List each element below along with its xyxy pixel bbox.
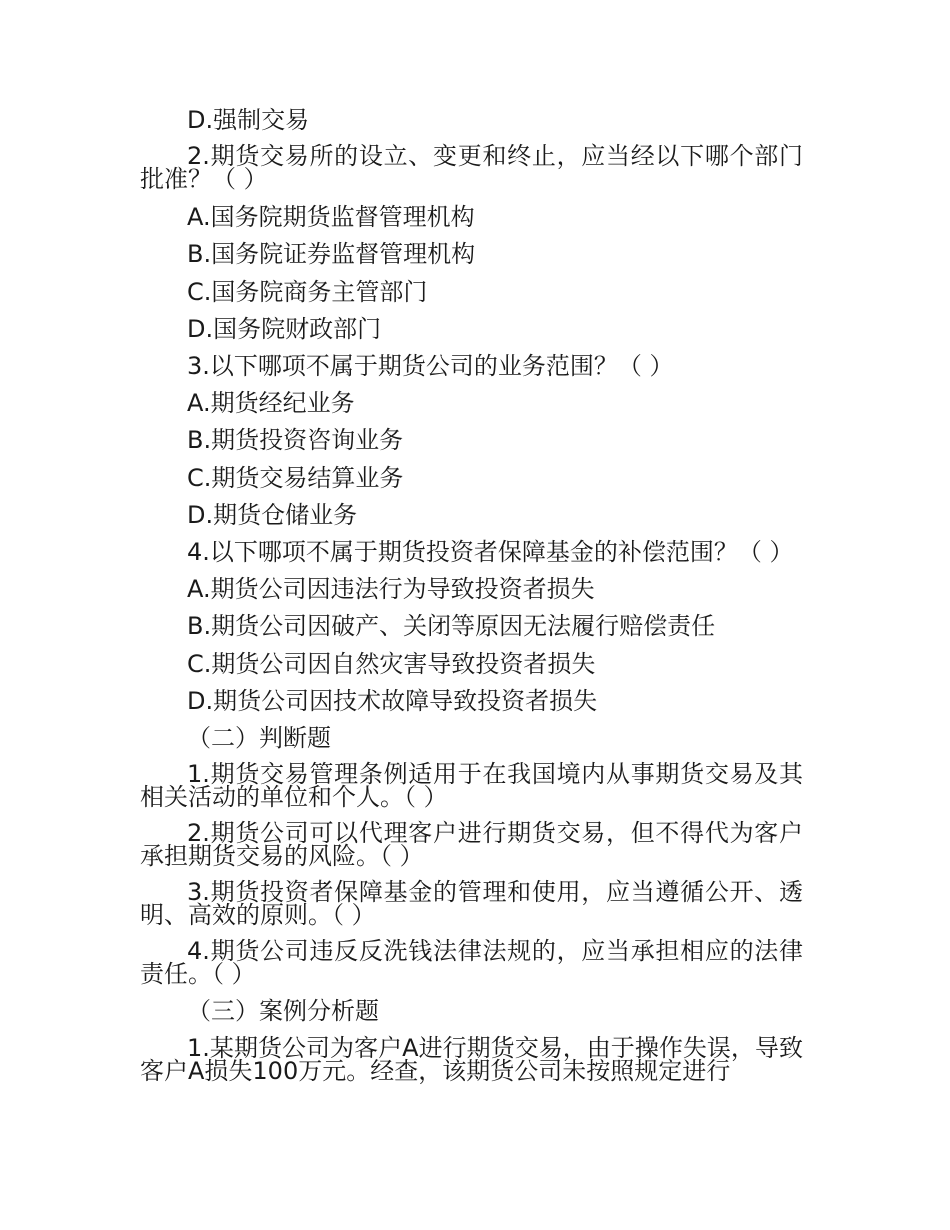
q4-option-b: B.期货公司因破产、关闭等原因无法履行赔偿责任 [187, 612, 716, 640]
section-judgment-heading: （二）判断题 [187, 724, 331, 752]
q3-option-c: C.期货交易结算业务 [187, 464, 404, 492]
q4-option-a: A.期货公司因违法行为导致投资者损失 [187, 575, 595, 603]
q2-option-c: C.国务院商务主管部门 [187, 278, 428, 306]
case-item-1: 1.某期货公司为客户A进行期货交易，由于操作失误，导致客户A损失100万元。经查，该期货公司未按照规定进行 [140, 1034, 803, 1085]
judgment-item-2: 2.期货公司可以代理客户进行期货交易，但不得代为客户承担期货交易的风险。（ ） [140, 819, 803, 870]
q3-stem: 3.以下哪项不属于期货公司的业务范围？（ ） [187, 352, 674, 380]
q4-option-c: C.期货公司因自然灾害导致投资者损失 [187, 650, 596, 678]
judgment-item-1: 1.期货交易管理条例适用于在我国境内从事期货交易及其相关活动的单位和个人。（ ） [140, 760, 803, 811]
q4-option-d: D.期货公司因技术故障导致投资者损失 [187, 687, 598, 715]
q3-option-a: A.期货经纪业务 [187, 389, 355, 417]
judgment-item-4: 4.期货公司违反反洗钱法律法规的，应当承担相应的法律责任。（ ） [140, 937, 803, 988]
q3-option-b: B.期货投资咨询业务 [187, 426, 404, 454]
q2-option-b: B.国务院证券监督管理机构 [187, 240, 476, 268]
q2-stem: 2.期货交易所的设立、变更和终止，应当经以下哪个部门批准？（ ） [140, 142, 803, 193]
q2-option-d: D.国务院财政部门 [187, 315, 382, 343]
q4-stem: 4.以下哪项不属于期货投资者保障基金的补偿范围？（ ） [187, 538, 794, 566]
q3-option-d: D.期货仓储业务 [187, 501, 358, 529]
judgment-item-3: 3.期货投资者保障基金的管理和使用，应当遵循公开、透明、高效的原则。（ ） [140, 878, 803, 929]
q1-option-d: D.强制交易 [187, 106, 310, 134]
q2-option-a: A.国务院期货监督管理机构 [187, 203, 475, 231]
section-case-heading: （三）案例分析题 [187, 997, 379, 1025]
